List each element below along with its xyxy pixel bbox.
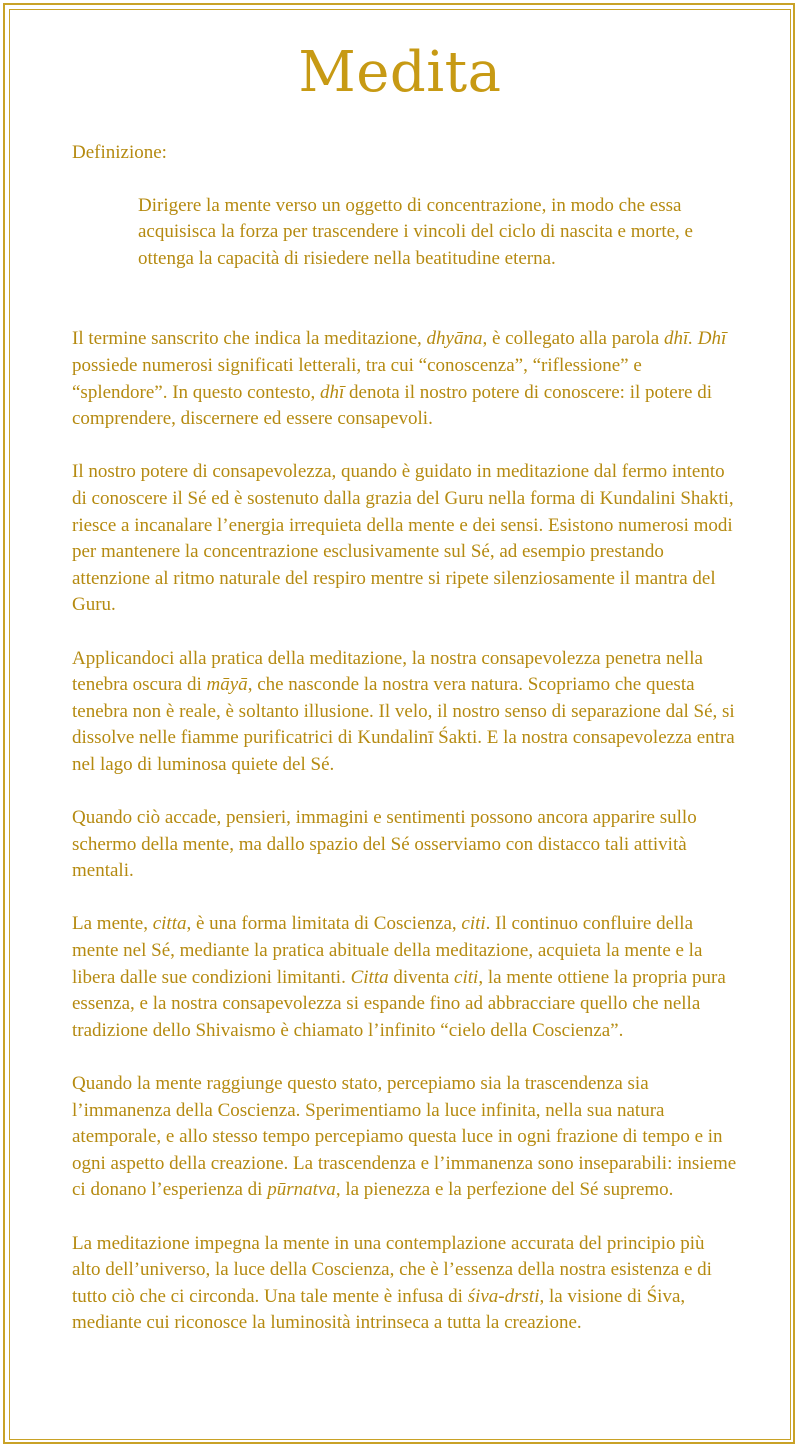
paragraph-maya: Applicandoci alla pratica della meditazione, la nostra consapevolezza penetra nella tenebra oscura di māyā, che nasconde la nostra vera natura. Scopriamo che questa tenebra non è reale, è soltanto illusione. Il velo, il nostro senso di separazione dal Sé, si dissolve nelle fiamme purificatrici di Kundalinī Śakti. E la nostra consapevolezza entra nel lago di luminosa quiete del Sé. <box>72 647 735 775</box>
definition-label: Definizione: <box>72 142 167 163</box>
definition-text: Dirigere la mente verso un oggetto di concentrazione, in modo che essa acquisisca la forza per trascendere i vincoli del ciclo di nascita e morte, e ottenga la capacità di risiedere nella beatitudine eterna. <box>138 194 693 269</box>
paragraph-pensieri: Quando ciò accade, pensieri, immagini e sentimenti possono ancora apparire sullo schermo della mente, ma dallo spazio del Sé osserviamo con distacco tali attività mentali. <box>72 807 697 882</box>
paragraph-trascendenza: Quando la mente raggiunge questo stato, percepiamo sia la trascendenza sia l’immanenza della Coscienza. Sperimentiamo la luce infinita, nella sua natura atemporale, e allo stesso tempo percepiamo questa luce in ogni frazione di tempo e in ogni aspetto della creazione. La trascendenza e l’immanenza sono inseparabili: insieme ci donano l’esperienza di pūrnatva, la pienezza e la perfezione del Sé supremo. <box>72 1073 737 1201</box>
paragraph-citta: La mente, citta, è una forma limitata di Coscienza, citi. Il continuo confluire della mente nel Sé, mediante la pratica abituale della meditazione, acquieta la mente e la libera dalle sue condizioni limitanti. Citta diventa citi, la mente ottiene la propria pura essenza, e la nostra consapevolezza si espande fino ad abbracciare quello che nella tradizione dello Shivaismo è chiamato l’infinito “cielo della Coscienza”. <box>72 913 726 1041</box>
paragraph-dhyana: Il termine sanscrito che indica la meditazione, dhyāna, è collegato alla parola dhī. Dhī possiede numerosi significati letterali, tra cui “conoscenza”, “riflessione” e “splendore”. In questo contesto, dhī denota il nostro potere di conoscere: il potere di comprendere, discernere ed essere consapevoli. <box>72 328 727 430</box>
article-body <box>72 140 737 1337</box>
paragraph-consapevolezza: Il nostro potere di consapevolezza, quando è guidato in meditazione dal fermo intento di conoscere il Sé ed è sostenuto dalla grazia del Guru nella forma di Kundalini Shakti, riesce a incanalare l’energia irrequieta della mente e dei sensi. Esistono numerosi modi per mantenere la concentrazione esclusivamente sul Sé, ad esempio prestando attenzione al ritmo naturale del respiro mentre si ripete silenziosamente il mantra del Guru. <box>72 461 734 616</box>
page-title: Medita <box>298 40 502 105</box>
paragraph-contemplazione: La meditazione impegna la mente in una contemplazione accurata del principio più alto dell’universo, la luce della Coscienza, che è l’essenza della nostra esistenza e di tutto ciò che ci circonda. Una tale mente è infusa di śiva-drsti, la visione di Śiva, mediante cui riconosce la luminosità intrinseca a tutta la creazione. <box>72 1232 712 1334</box>
